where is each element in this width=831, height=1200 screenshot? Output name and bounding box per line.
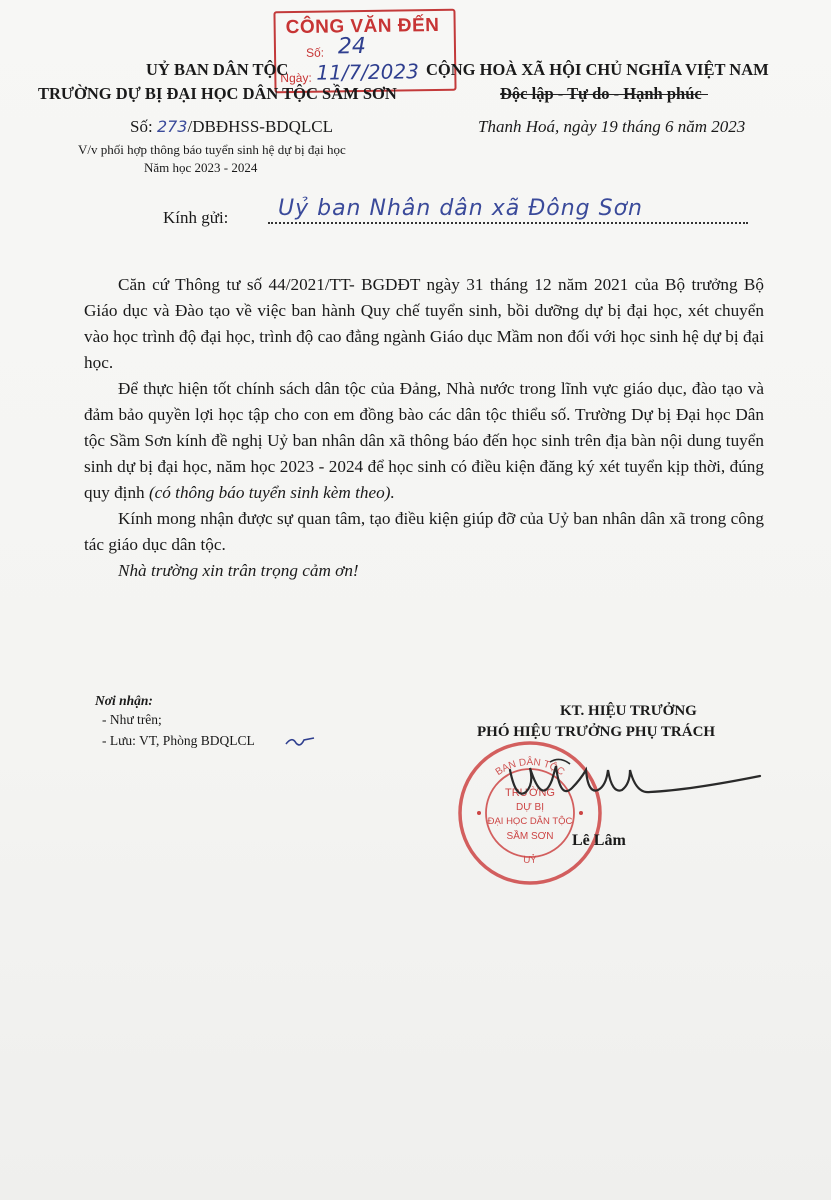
seal-line-3: ĐẠI HỌC DÂN TỘC [487, 816, 573, 827]
document-date: Thanh Hoá, ngày 19 tháng 6 năm 2023 [478, 117, 746, 136]
signature-title-1: KT. HIỆU TRƯỞNG [560, 703, 697, 719]
recipients-item-2: - Lưu: VT, Phòng BDQLCL [102, 733, 255, 748]
recipient-dotted-line [268, 222, 748, 224]
ref-prefix: Số: [130, 117, 153, 136]
signature-title-2: PHÓ HIỆU TRƯỞNG PHỤ TRÁCH [477, 724, 716, 740]
stamp-title: CÔNG VĂN ĐẾN [285, 14, 440, 39]
letter-body [84, 272, 764, 584]
svg-text:UỶ [523, 853, 538, 866]
seal-ring-top: BAN DÂN TỘC [493, 756, 567, 779]
stamp-ngay-value: 11/7/2023 [316, 59, 420, 85]
recipients-item-1: - Như trên; [102, 712, 162, 727]
stamp-ngay-label: Ngày: [280, 70, 312, 86]
seal-line-2: DỰ BỊ [516, 802, 544, 813]
document-reference [130, 117, 333, 137]
agency-name: UỶ BAN DÂN TỘC [146, 60, 289, 79]
seal-line-1: TRƯỜNG [505, 787, 555, 799]
ref-number: 273 [156, 117, 188, 136]
ref-suffix: /DBĐHSS-BDQLCL [187, 117, 333, 136]
incoming-document-stamp [273, 9, 456, 94]
recipient-label: Kính gửi: [163, 208, 229, 227]
stamp-so-value: 24 [337, 33, 367, 60]
handwritten-signature [487, 750, 770, 830]
subject-line-1: V/v phối hợp thông báo tuyển sinh hệ dự bị đại học [78, 142, 346, 157]
seal-ring-bottom: UỶ [522, 854, 538, 867]
initial-mark [284, 734, 318, 748]
paragraph-legal-basis: Căn cứ Thông tư số 44/2021/TT- BGDĐT ngày 31 tháng 12 năm 2021 của Bộ trưởng Bộ Giáo dục và Đào tạo về việc ban hành Quy chế tuyển sinh, bồi dưỡng dự bị đại học, xét chuyển vào học trình độ đại học, trình độ cao đẳng ngành Giáo dục Mầm non đối với học sinh hệ dự bị đại học. [84, 275, 764, 372]
paragraph-appreciation: Kính mong nhận được sự quan tâm, tạo điều kiện giúp đỡ của Uỷ ban nhân dân xã trong công tác giáo dục dân tộc. [84, 509, 764, 554]
paragraph-thanks: Nhà trường xin trân trọng cảm ơn! [118, 561, 359, 580]
seal-line-4: SẦM SƠN [506, 831, 554, 842]
recipient-handwritten: Uỷ ban Nhân dân xã Đông Sơn [278, 196, 643, 221]
national-title: CỘNG HOÀ XÃ HỘI CHỦ NGHĨA VIỆT NAM [426, 60, 769, 79]
stamp-so-label: Số: [305, 45, 325, 60]
recipients-title: Nơi nhận: [95, 693, 153, 708]
paragraph-request-text: Để thực hiện tốt chính sách dân tộc của Đảng, Nhà nước trong lĩnh vực giáo dục, đào tạo và đảm bảo quyền lợi học tập cho con em đồng bào các dân tộc thiểu số. Trường Dự bị Đại học Dân tộc Sầm Sơn kính đề nghị Uỷ ban nhân dân xã thông báo đến học sinh trên địa bàn nội dung tuyển sinh dự bị đại học, năm học 2023 - 2024 để học sinh có điều kiện đăng ký xét tuyển kịp thời, đúng quy định [84, 379, 764, 502]
paragraph-request [84, 376, 764, 506]
subject-line-2: Năm học 2023 - 2024 [144, 160, 258, 175]
motto-underline [500, 94, 708, 95]
school-name: TRƯỜNG DỰ BỊ ĐẠI HỌC DÂN TỘC SẦM SƠN [38, 84, 397, 103]
signer-name: Lê Lâm [572, 832, 626, 849]
national-motto: Độc lập - Tự do - Hạnh phúc [500, 84, 702, 103]
paragraph-request-attachment: (có thông báo tuyển sinh kèm theo). [148, 483, 395, 502]
